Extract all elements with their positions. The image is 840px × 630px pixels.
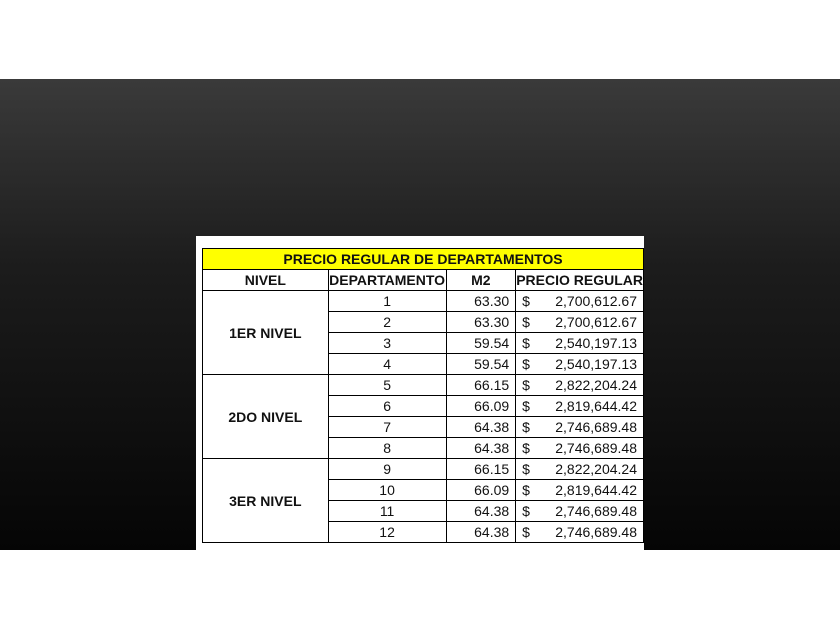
departamento-cell: 3: [328, 333, 446, 354]
departamento-cell: 7: [328, 417, 446, 438]
header-m2: M2: [446, 270, 516, 291]
table-body: [203, 249, 644, 543]
precio-amount: 2,746,689.48: [555, 503, 637, 519]
m2-cell: 66.15: [446, 375, 516, 396]
departamento-cell: 1: [328, 291, 446, 312]
m2-cell: 59.54: [446, 333, 516, 354]
table-row: [203, 459, 644, 480]
precio-cell: [516, 438, 644, 459]
precio-amount: 2,819,644.42: [555, 398, 637, 414]
header-precio-regular: PRECIO REGULAR: [516, 270, 644, 291]
precio-amount: 2,700,612.67: [555, 314, 637, 330]
m2-cell: 66.09: [446, 396, 516, 417]
header-row: [203, 270, 644, 291]
precio-cell: [516, 354, 644, 375]
departamento-cell: 8: [328, 438, 446, 459]
currency-symbol: $: [522, 440, 530, 456]
precio-amount: 2,746,689.48: [555, 440, 637, 456]
currency-symbol: $: [522, 419, 530, 435]
precio-amount: 2,700,612.67: [555, 293, 637, 309]
currency-symbol: $: [522, 524, 530, 540]
precio-amount: 2,822,204.24: [555, 461, 637, 477]
departamento-cell: 2: [328, 312, 446, 333]
departamento-cell: 11: [328, 501, 446, 522]
m2-cell: 66.09: [446, 480, 516, 501]
currency-symbol: $: [522, 356, 530, 372]
currency-symbol: $: [522, 461, 530, 477]
precio-amount: 2,822,204.24: [555, 377, 637, 393]
departamento-cell: 4: [328, 354, 446, 375]
m2-cell: 63.30: [446, 291, 516, 312]
price-table: [202, 248, 644, 543]
precio-amount: 2,540,197.13: [555, 335, 637, 351]
header-nivel: NIVEL: [203, 270, 329, 291]
precio-cell: [516, 522, 644, 543]
precio-amount: 2,540,197.13: [555, 356, 637, 372]
departamento-cell: 10: [328, 480, 446, 501]
dark-background: [0, 79, 840, 550]
table-title: PRECIO REGULAR DE DEPARTAMENTOS: [203, 249, 644, 270]
precio-cell: [516, 375, 644, 396]
nivel-label: 3ER NIVEL: [203, 459, 329, 543]
precio-amount: 2,819,644.42: [555, 482, 637, 498]
m2-cell: 64.38: [446, 417, 516, 438]
m2-cell: 64.38: [446, 501, 516, 522]
m2-cell: 66.15: [446, 459, 516, 480]
table-row: [203, 375, 644, 396]
currency-symbol: $: [522, 482, 530, 498]
precio-amount: 2,746,689.48: [555, 524, 637, 540]
precio-cell: [516, 312, 644, 333]
currency-symbol: $: [522, 503, 530, 519]
m2-cell: 63.30: [446, 312, 516, 333]
m2-cell: 59.54: [446, 354, 516, 375]
title-row: [203, 249, 644, 270]
precio-cell: [516, 291, 644, 312]
precio-cell: [516, 480, 644, 501]
departamento-cell: 6: [328, 396, 446, 417]
m2-cell: 64.38: [446, 438, 516, 459]
departamento-cell: 5: [328, 375, 446, 396]
header-departamento: DEPARTAMENTO: [328, 270, 446, 291]
currency-symbol: $: [522, 314, 530, 330]
precio-cell: [516, 333, 644, 354]
precio-cell: [516, 501, 644, 522]
currency-symbol: $: [522, 293, 530, 309]
m2-cell: 64.38: [446, 522, 516, 543]
departamento-cell: 12: [328, 522, 446, 543]
nivel-label: 1ER NIVEL: [203, 291, 329, 375]
spreadsheet-image: [196, 236, 644, 552]
currency-symbol: $: [522, 335, 530, 351]
currency-symbol: $: [522, 398, 530, 414]
precio-cell: [516, 459, 644, 480]
currency-symbol: $: [522, 377, 530, 393]
precio-amount: 2,746,689.48: [555, 419, 637, 435]
precio-cell: [516, 396, 644, 417]
precio-cell: [516, 417, 644, 438]
table-row: [203, 291, 644, 312]
departamento-cell: 9: [328, 459, 446, 480]
nivel-label: 2DO NIVEL: [203, 375, 329, 459]
